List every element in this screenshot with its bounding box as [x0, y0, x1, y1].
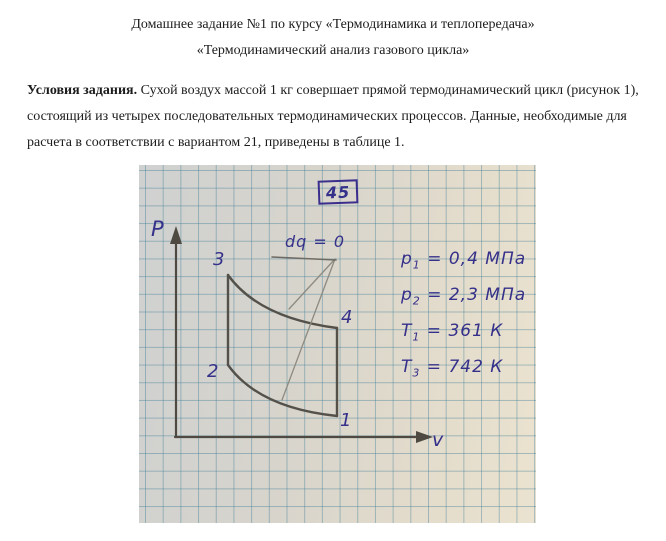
given-symbol: p — [401, 285, 413, 305]
v-axis-label: v — [432, 429, 444, 451]
conditions-text: Сухой воздух массой 1 кг совершает прямой термодинамический цикл (рисунок 1), состоящий из четырех последовательных термодинамических процессов. Данные, необходимые для расчета в соответствии с вариантом 21, приведены в таблице 1. — [27, 83, 639, 150]
dq-pointer-line-lower — [282, 259, 335, 400]
dq-pointer-line-upper — [289, 259, 335, 309]
given-subscript: 2 — [412, 294, 421, 308]
variant-number: 45 — [325, 182, 351, 202]
course-subtitle: «Термодинамический анализ газового цикла» — [196, 43, 470, 58]
given-value-p1 — [401, 249, 526, 271]
dq-zero-annotation: dq = 0 — [285, 232, 346, 251]
homework-title: Домашнее задание №1 по курсу «Термодинамика и теплопередача» — [131, 17, 535, 32]
variant-number-box — [318, 179, 359, 204]
p-axis-arrowhead — [170, 226, 182, 244]
conditions-paragraph — [27, 78, 641, 156]
cycle-photo-graph-paper — [139, 165, 536, 523]
given-value: = 361 К — [420, 321, 504, 341]
given-value-p2 — [401, 285, 526, 307]
given-subscript: 3 — [412, 366, 421, 380]
given-subscript: 1 — [412, 258, 421, 272]
adiabat-curve-3-4 — [228, 275, 337, 328]
given-value: = 2,3 МПа — [420, 285, 527, 305]
point-label-3: 3 — [213, 249, 225, 270]
given-value-t3 — [401, 357, 503, 379]
adiabat-curve-1-2 — [228, 365, 337, 416]
conditions-label: Условия задания. — [27, 83, 138, 98]
given-symbol: T — [401, 321, 413, 341]
p-axis-label: P — [151, 217, 164, 241]
point-label-4: 4 — [341, 307, 353, 328]
point-label-1: 1 — [340, 410, 352, 431]
dq-underline — [272, 257, 336, 260]
given-value-t1 — [401, 321, 503, 343]
given-symbol: T — [401, 357, 413, 377]
v-axis-arrowhead — [416, 431, 433, 443]
given-symbol: p — [401, 249, 413, 269]
given-value: = 742 К — [420, 357, 504, 377]
given-subscript: 1 — [412, 330, 421, 344]
pv-diagram-sketch — [139, 165, 536, 523]
given-value: = 0,4 МПа — [420, 249, 527, 269]
point-label-2: 2 — [207, 361, 219, 382]
